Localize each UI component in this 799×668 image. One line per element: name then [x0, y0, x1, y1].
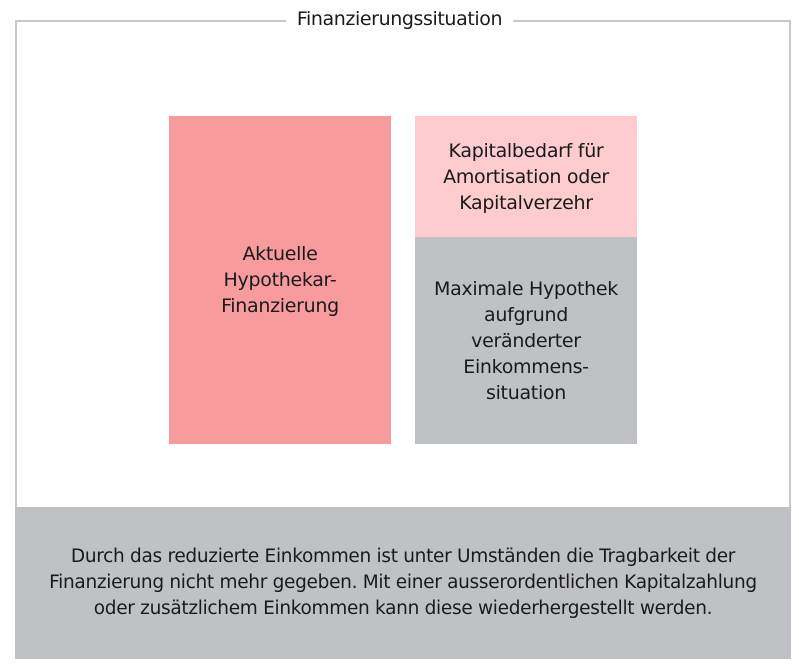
current-financing-label: Aktuelle Hypothekar- Finanzierung [221, 243, 339, 317]
diagram-frame [15, 20, 791, 507]
current-financing-block [169, 116, 391, 444]
capital-requirement-block [415, 116, 637, 237]
footer-note-text: Durch das reduzierte Einkommen ist unter Umständen die Tragbarkeit der Finanzierung nicht mehr gegeben. Mit einer ausserordentlichen Kapitalzahlung oder zusätzlichem Einkommen kann diese wiederhergestellt werden. [49, 546, 757, 619]
capital-requirement-label: Kapitalbedarf für Amortisation oder Kapitalverzehr [443, 139, 609, 214]
max-mortgage-block [415, 237, 637, 444]
max-mortgage-label: Maximale Hypothek aufgrund veränderter Einkommens- situation [433, 277, 619, 404]
diagram-title: Finanzierungssituation [286, 7, 513, 31]
footer-note-panel [15, 507, 791, 659]
